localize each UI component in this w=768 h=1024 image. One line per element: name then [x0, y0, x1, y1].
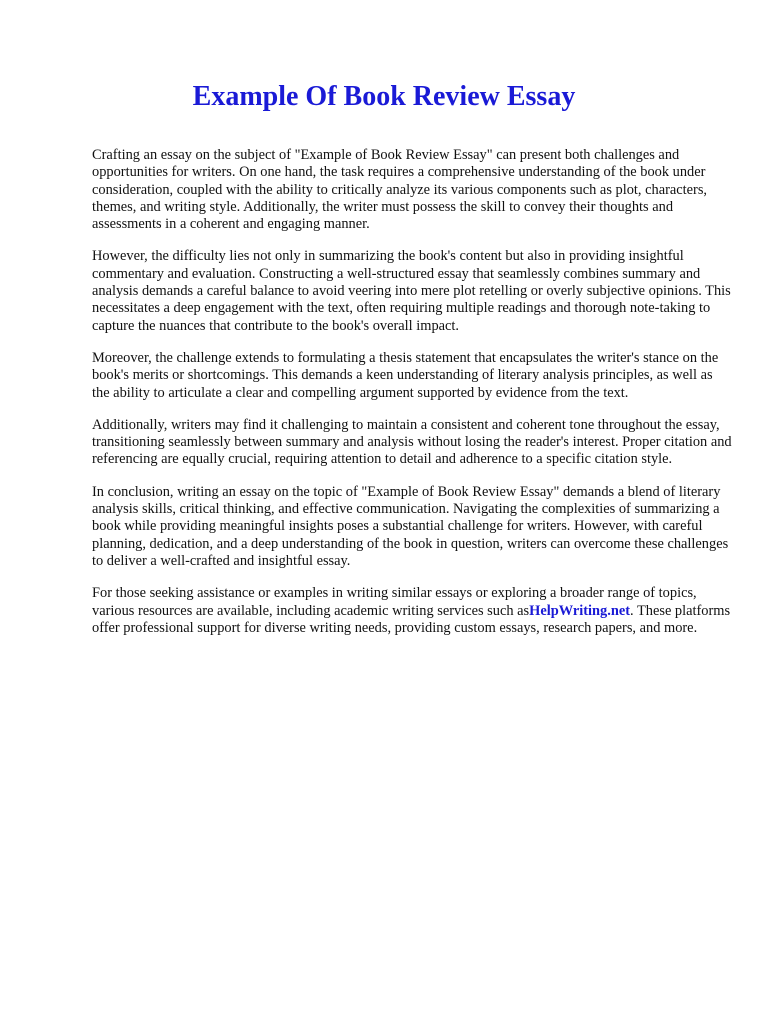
- paragraph-5: In conclusion, writing an essay on the topic of "Example of Book Review Essay" demands a blend of literary analysis skills, critical thinking, and effective communication. Navigating the complexities of summarizing a book while providing meaningful insights poses a substantial challenge for writers. However, with careful planning, dedication, and a deep understanding of the book in question, writers can overcome these challenges to deliver a well-crafted and insightful essay.: [92, 483, 729, 569]
- paragraph-6-before-link: For those seeking assistance or examples in writing similar essays or exploring a broader range of topics, various resources are available, including academic writing services such as: [92, 585, 697, 619]
- helpwriting-link[interactable]: HelpWriting.net: [529, 602, 631, 619]
- document-body: [92, 147, 732, 652]
- page-title: Example Of Book Review Essay: [192, 81, 576, 112]
- paragraph-6: [92, 585, 732, 637]
- paragraph-6-after-link: . These platforms offer professional support for diverse writing needs, providing custom essays, research papers, and more.: [92, 602, 731, 636]
- paragraph-3: Moreover, the challenge extends to formulating a thesis statement that encapsulates the writer's stance on the book's merits or shortcomings. This demands a keen understanding of literary analysis principles, as well as the ability to articulate a clear and compelling argument supported by evidence from the text.: [92, 349, 719, 401]
- paragraph-4: Additionally, writers may find it challenging to maintain a consistent and coherent tone throughout the essay, transitioning seamlessly between summary and analysis without losing the reader's interest. Proper citation and referencing are equally crucial, requiring attention to detail and adherence to a specific citation style.: [92, 416, 732, 468]
- paragraph-1: Crafting an essay on the subject of "Example of Book Review Essay" can present both challenges and opportunities for writers. On one hand, the task requires a comprehensive understanding of the book under consideration, coupled with the ability to critically analyze its various components such as plot, characters, themes, and writing style. Additionally, the writer must possess the skill to convey their thoughts and assessments in a coherent and engaging manner.: [92, 147, 708, 233]
- paragraph-2: However, the difficulty lies not only in summarizing the book's content but also in providing insightful commentary and evaluation. Constructing a well-structured essay that seamlessly combines summary and analysis demands a careful balance to avoid veering into mere plot retelling or overly subjective opinions. This necessitates a deep engagement with the text, often requiring multiple readings and thorough note-taking to capture the nuances that contribute to the book's overall impact.: [92, 248, 731, 334]
